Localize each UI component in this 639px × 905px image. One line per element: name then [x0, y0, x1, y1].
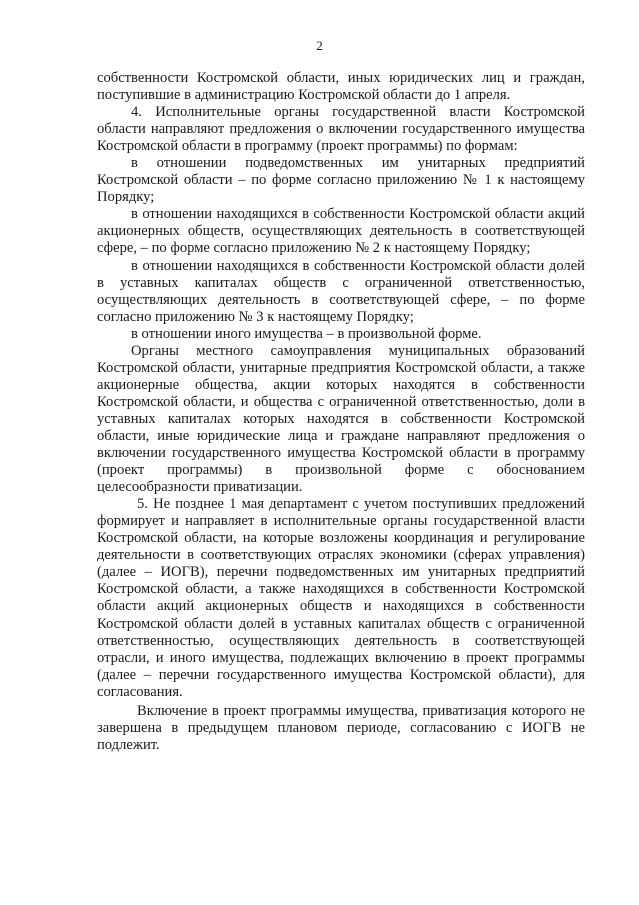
page-number: 2: [316, 38, 323, 53]
paragraph-local-authorities: Органы местного самоуправления муниципальных образований Костромской области, унитарные предприятия Костромской области, а также акционерные общества, акции которых находятся в собственности Костромской области, и общества с ограниченной ответственностью, доли в уставных капиталах которых находятся в собственности Костромской области, иные юридические лица и граждане направляют предложения о включении государственного имущества Костромской области в программу (проект программы) в произвольной форме с обоснованием целесообразности приватизации.: [97, 342, 585, 496]
paragraph-item-4: 4. Исполнительные органы государственной власти Костромской области направляют предложения о включении государственного имущества Костромской области в программу (проект программы) по формам:: [97, 104, 585, 155]
paragraph-form-other-property: в отношении иного имущества – в произвольной форме.: [131, 325, 482, 342]
document-body: [97, 70, 585, 754]
paragraph-item-5: 5. Не позднее 1 мая департамент с учетом поступивших предложений формирует и направляет в исполнительные органы государственной власти Костромской области, на которые возложены координация и регулирование деятельности в соответствующих отраслях экономики (сферах управления) (далее – ИОГВ), перечни подведомственных им унитарных предприятий Костромской области, а также находящихся в собственности Костромской области акций акционерных обществ и находящихся в собственности Костромской области долей в уставных капиталах обществ с ограниченной ответственностью, осуществляющих деятельность в соответствующей отрасли, и иного имущества, подлежащих включению в проект программы (далее – перечни государственного имущества Костромской области), для согласования.: [97, 496, 585, 700]
paragraph-form-llc-stakes: в отношении находящихся в собственности Костромской области долей в уставных капиталах обществ с ограниченной ответственностью, осуществляющих деятельность в соответствующей сфере, – по форме согласно приложению № 3 к настоящему Порядку;: [97, 257, 585, 325]
paragraph-inclusion-note: Включение в проект программы имущества, приватизация которого не завершена в предыдущем плановом периоде, согласованию с ИОГВ не подлежит.: [97, 702, 585, 753]
paragraph-form-shares: в отношении находящихся в собственности Костромской области акций акционерных обществ, осуществляющих деятельность в соответствующей сфере, – по форме согласно приложению № 2 к настоящему Порядку;: [97, 206, 585, 257]
paragraph-form-unitary-enterprises: в отношении подведомственных им унитарных предприятий Костромской области – по форме согласно приложению № 1 к настоящему Порядку;: [97, 155, 585, 206]
paragraph-continuation: собственности Костромской области, иных юридических лиц и граждан, поступившие в администрацию Костромской области до 1 апреля.: [97, 70, 585, 104]
